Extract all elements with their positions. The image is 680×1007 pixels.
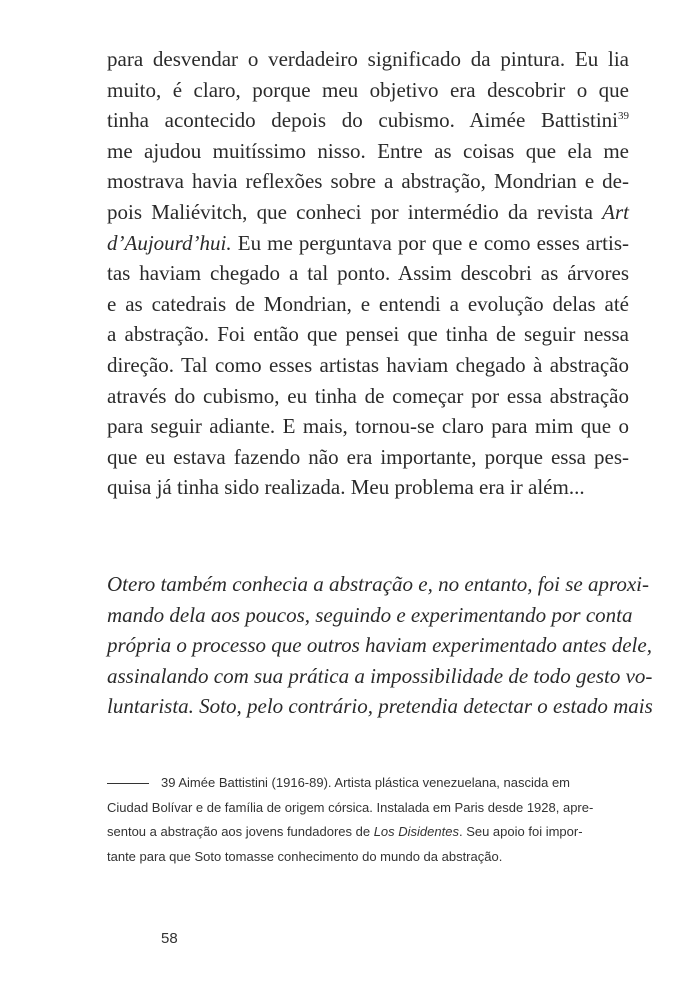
text-fragment: Eu me perguntava por que e como esses artis- <box>237 230 630 255</box>
footnote-reference[interactable]: 39 <box>618 110 629 123</box>
text-line: e as catedrais de Mondrian, e entendi a evolução delas até <box>107 291 629 316</box>
text-line: a abstração. Foi então que pensei que tinha de seguir nessa <box>107 322 629 347</box>
main-paragraph <box>107 44 629 503</box>
text-line: tas haviam chegado a tal ponto. Assim descobri as árvores <box>107 261 629 286</box>
text-fragment: 39 Aimée Battistini (1916-89). Artista plástica venezuelana, nascida em <box>161 775 571 790</box>
text-line <box>107 197 629 228</box>
magazine-title-part: d’Aujourd’hui. <box>107 230 232 255</box>
footnote <box>107 771 629 869</box>
text-fragment: tinha acontecido depois do cubismo. Aimée Battistini <box>107 108 618 133</box>
text-line: para seguir adiante. E mais, tornou-se claro para mim que o <box>107 414 629 439</box>
text-fragment: sentou a abstração aos jovens fundadores de <box>107 824 374 839</box>
text-line: através do cubismo, eu tinha de começar por essa abstração <box>107 383 629 408</box>
text-fragment: pois Maliévitch, que conheci por intermédio da revista <box>107 199 593 224</box>
italic-paragraph <box>107 569 653 722</box>
footnote-line: Ciudad Bolívar e de família de origem córsica. Instalada em Paris desde 1928, apre- <box>107 799 594 815</box>
text-line: mando dela aos poucos, seguindo e experimentando por conta <box>107 602 633 627</box>
text-fragment: . Seu apoio foi impor- <box>458 824 583 839</box>
footnote-line <box>107 820 629 845</box>
text-line: direção. Tal como esses artistas haviam chegado à abstração <box>107 352 629 377</box>
text-line: luntarista. Soto, pelo contrário, pretendia detectar o estado mais <box>107 694 653 719</box>
magazine-title-part: Art <box>602 199 629 224</box>
footnote-rule <box>107 783 149 784</box>
footnote-line: tante para que Soto tomasse conhecimento do mundo da abstração. <box>107 848 503 864</box>
page-content <box>107 44 653 864</box>
text-line: para desvendar o verdadeiro significado da pintura. Eu lia <box>107 47 629 71</box>
text-line: Otero também conhecia a abstração e, no entanto, foi se aproxi- <box>107 572 650 596</box>
text-line: quisa já tinha sido realizada. Meu problema era ir além... <box>107 475 585 500</box>
page-number: 58 <box>161 930 178 947</box>
text-line: assinalando com sua prática a impossibilidade de todo gesto vo- <box>107 663 653 688</box>
text-line <box>107 228 629 259</box>
group-name: Los Disidentes <box>373 824 459 839</box>
text-line: mostrava havia reflexões sobre a abstração, Mondrian e de- <box>107 169 629 194</box>
text-line: muito, é claro, porque meu objetivo era descobrir o que <box>107 77 629 102</box>
text-line: que eu estava fazendo não era importante, porque essa pes- <box>107 444 629 469</box>
text-line: me ajudou muitíssimo nisso. Entre as coisas que ela me <box>107 138 629 163</box>
text-line <box>107 105 629 136</box>
text-line: própria o processo que outros haviam experimentado antes dele, <box>107 633 652 658</box>
footnote-line <box>107 771 629 796</box>
